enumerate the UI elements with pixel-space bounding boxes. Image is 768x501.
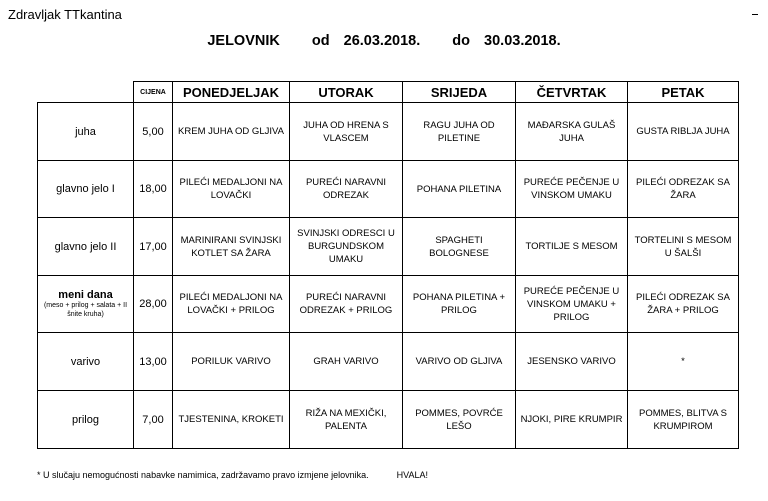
row-label: glavno jelo II	[38, 218, 134, 276]
menu-title-to-label: do	[452, 33, 470, 49]
price-column-header: CIJENA	[134, 82, 173, 103]
dish-cell: POHANA PILETINA + PRILOG	[403, 276, 516, 333]
dish-cell: TORTILJE S MESOM	[516, 218, 628, 276]
dish-cell: PUREĆE PEČENJE U VINSKOM UMAKU + PRILOG	[516, 276, 628, 333]
row-label: juha	[38, 103, 134, 161]
canteen-name: Zdravljak TTkantina	[8, 7, 122, 22]
row-label: meni dana	[58, 289, 113, 301]
dish-cell: RAGU JUHA OD PILETINE	[403, 103, 516, 161]
dish-cell: JUHA OD HRENA S VLASCEM	[290, 103, 403, 161]
day-header-tuesday: UTORAK	[290, 82, 403, 103]
dish-cell: RIŽA NA MEXIČKI, PALENTA	[290, 391, 403, 449]
dish-cell: SVINJSKI ODRESCI U BURGUNDSKOM UMAKU	[290, 218, 403, 276]
dish-cell: SPAGHETI BOLOGNESE	[403, 218, 516, 276]
menu-title	[0, 33, 768, 49]
header-row	[38, 82, 739, 103]
table-row	[38, 333, 739, 391]
price-cell: 17,00	[134, 218, 173, 276]
corner-mark	[752, 14, 758, 15]
dish-cell: PILEĆI MEDALJONI NA LOVAČKI	[173, 161, 290, 218]
dish-cell: NJOKI, PIRE KRUMPIR	[516, 391, 628, 449]
dish-cell: PUREĆE PEČENJE U VINSKOM UMAKU	[516, 161, 628, 218]
dish-cell: PILEĆI MEDALJONI NA LOVAČKI + PRILOG	[173, 276, 290, 333]
table-row	[38, 103, 739, 161]
empty-corner-cell	[38, 82, 134, 103]
table-row	[38, 391, 739, 449]
row-label-cell	[38, 276, 134, 333]
day-header-monday: PONEDJELJAK	[173, 82, 290, 103]
dish-cell: POMMES, POVRĆE LEŠO	[403, 391, 516, 449]
menu-title-to-date: 30.03.2018.	[484, 33, 561, 49]
row-label: varivo	[38, 333, 134, 391]
row-label: prilog	[38, 391, 134, 449]
table-row	[38, 161, 739, 218]
dish-cell: *	[628, 333, 739, 391]
disclaimer-text: * U slučaju nemogućnosti nabavke namimica, zadržavamo pravo izmjene jelovnika.	[37, 470, 369, 480]
day-header-wednesday: SRIJEDA	[403, 82, 516, 103]
day-header-thursday: ČETVRTAK	[516, 82, 628, 103]
dish-cell: VARIVO OD GLJIVA	[403, 333, 516, 391]
row-sublabel: (meso + prilog + salata + II šnite kruha)	[43, 302, 128, 318]
price-cell: 5,00	[134, 103, 173, 161]
table-row	[38, 276, 739, 333]
price-cell: 7,00	[134, 391, 173, 449]
dish-cell: GRAH VARIVO	[290, 333, 403, 391]
dish-cell: PILEĆI ODREZAK SA ŽARA + PRILOG	[628, 276, 739, 333]
dish-cell: GUSTA RIBLJA JUHA	[628, 103, 739, 161]
menu-title-word: JELOVNIK	[207, 33, 280, 49]
dish-cell: TORTELINI S MESOM U ŠALŠI	[628, 218, 739, 276]
dish-cell: PUREĆI NARAVNI ODREZAK	[290, 161, 403, 218]
dish-cell: TJESTENINA, KROKETI	[173, 391, 290, 449]
price-cell: 18,00	[134, 161, 173, 218]
dish-cell: PORILUK VARIVO	[173, 333, 290, 391]
row-label: glavno jelo I	[38, 161, 134, 218]
menu-title-from-label: od	[311, 33, 330, 49]
dish-cell: JESENSKO VARIVO	[516, 333, 628, 391]
thanks-text: HVALA!	[396, 470, 429, 480]
dish-cell: KREM JUHA OD GLJIVA	[173, 103, 290, 161]
weekly-menu-table	[37, 81, 739, 449]
table-row	[38, 218, 739, 276]
price-cell: 13,00	[134, 333, 173, 391]
dish-cell: POHANA PILETINA	[403, 161, 516, 218]
price-cell: 28,00	[134, 276, 173, 333]
dish-cell: MAĐARSKA GULAŠ JUHA	[516, 103, 628, 161]
day-header-friday: PETAK	[628, 82, 739, 103]
dish-cell: POMMES, BLITVA S KRUMPIROM	[628, 391, 739, 449]
dish-cell: PILEĆI ODREZAK SA ŽARA	[628, 161, 739, 218]
footer-disclaimer	[37, 470, 428, 480]
dish-cell: PUREĆI NARAVNI ODREZAK + PRILOG	[290, 276, 403, 333]
menu-title-from-date: 26.03.2018.	[343, 33, 421, 49]
dish-cell: MARINIRANI SVINJSKI KOTLET SA ŽARA	[173, 218, 290, 276]
